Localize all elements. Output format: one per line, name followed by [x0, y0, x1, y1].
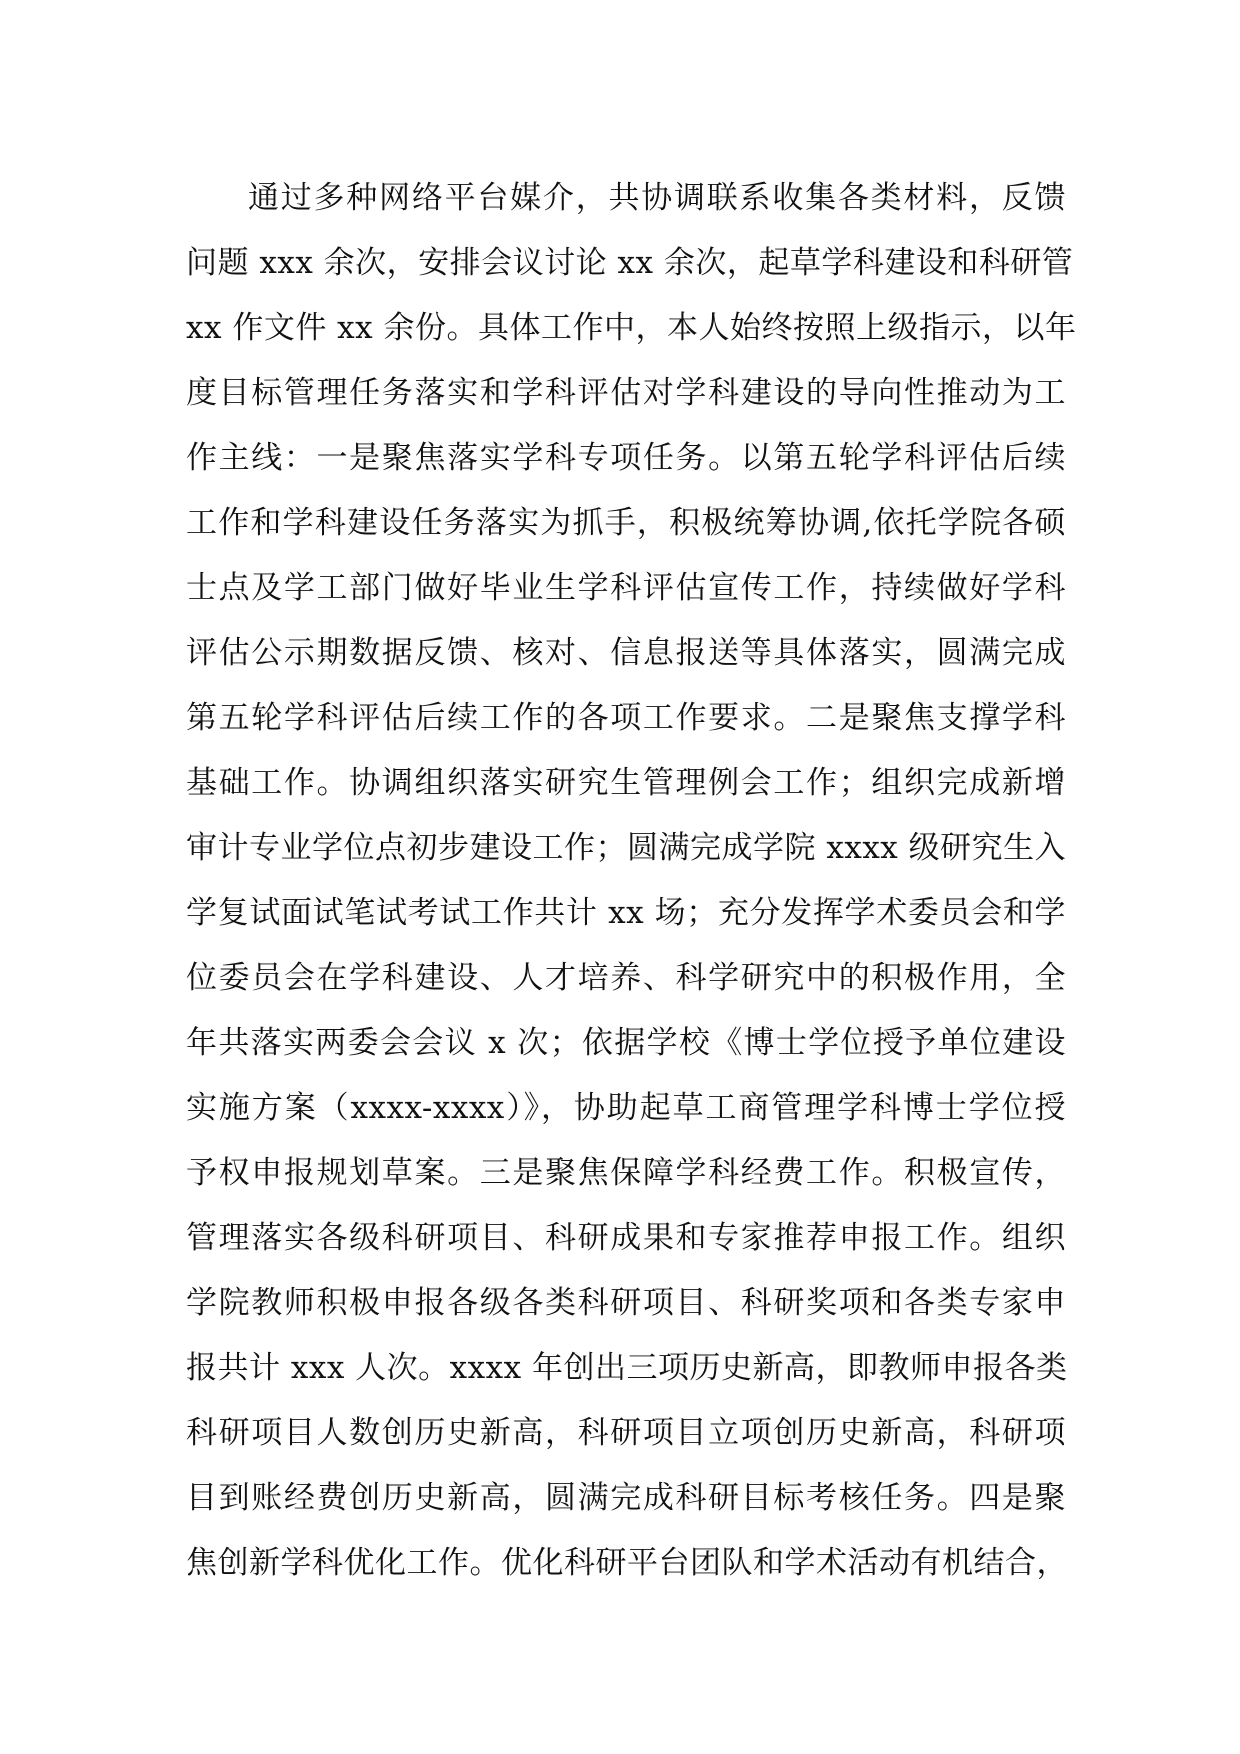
text-line: 管理落实各级科研项目、科研成果和专家推荐申报工作。组织 — [186, 1220, 1066, 1256]
text-line: 工作和学科建设任务落实为抓手，积极统筹协调,依托学院各硕 — [186, 505, 1066, 541]
text-line: 目到账经费创历史新高，圆满完成科研目标考核任务。四是聚 — [186, 1480, 1066, 1516]
body-paragraph — [186, 166, 1077, 1596]
text-line: 年共落实两委会会议 x 次；依据学校《博士学位授予单位建设 — [186, 1025, 1066, 1061]
text-line: 问题 xxx 余次，安排会议讨论 xx 余次，起草学科建设和科研管 — [186, 245, 1074, 281]
text-line: 审计专业学位点初步建设工作；圆满完成学院 xxxx 级研究生入 — [186, 830, 1067, 866]
text-line: 第五轮学科评估后续工作的各项工作要求。二是聚焦支撑学科 — [186, 700, 1066, 736]
text-line: 予权申报规划草案。三是聚焦保障学科经费工作。积极宣传， — [186, 1155, 1066, 1191]
text-line: 学院教师积极申报各级各类科研项目、科研奖项和各类专家申 — [186, 1285, 1066, 1321]
text-line: 焦创新学科优化工作。优化科研平台团队和学术活动有机结合， — [186, 1545, 1068, 1581]
text-line: 实施方案（xxxx-xxxx）》，协助起草工商管理学科博士学位授 — [186, 1090, 1066, 1126]
text-line: 学复试面试笔试考试工作共计 xx 场；充分发挥学术委员会和学 — [186, 895, 1066, 931]
text-line: 报共计 xxx 人次。xxxx 年创出三项历史新高，即教师申报各类 — [186, 1350, 1068, 1386]
text-line: 作主线：一是聚焦落实学科专项任务。以第五轮学科评估后续 — [186, 440, 1066, 476]
text-line: 位委员会在学科建设、人才培养、科学研究中的积极作用，全 — [186, 960, 1066, 996]
text-line: xx 作文件 xx 余份。具体工作中，本人始终按照上级指示，以年 — [186, 310, 1077, 346]
text-line: 评估公示期数据反馈、核对、信息报送等具体落实，圆满完成 — [186, 635, 1066, 671]
text-line: 士点及学工部门做好毕业生学科评估宣传工作，持续做好学科 — [186, 570, 1066, 606]
text-line: 度目标管理任务落实和学科评估对学科建设的导向性推动为工 — [186, 375, 1066, 411]
text-line: 科研项目人数创历史新高，科研项目立项创历史新高，科研项 — [186, 1415, 1066, 1451]
text-line: 通过多种网络平台媒介，共协调联系收集各类材料，反馈 — [248, 180, 1066, 216]
text-line: 基础工作。协调组织落实研究生管理例会工作；组织完成新增 — [186, 765, 1066, 801]
